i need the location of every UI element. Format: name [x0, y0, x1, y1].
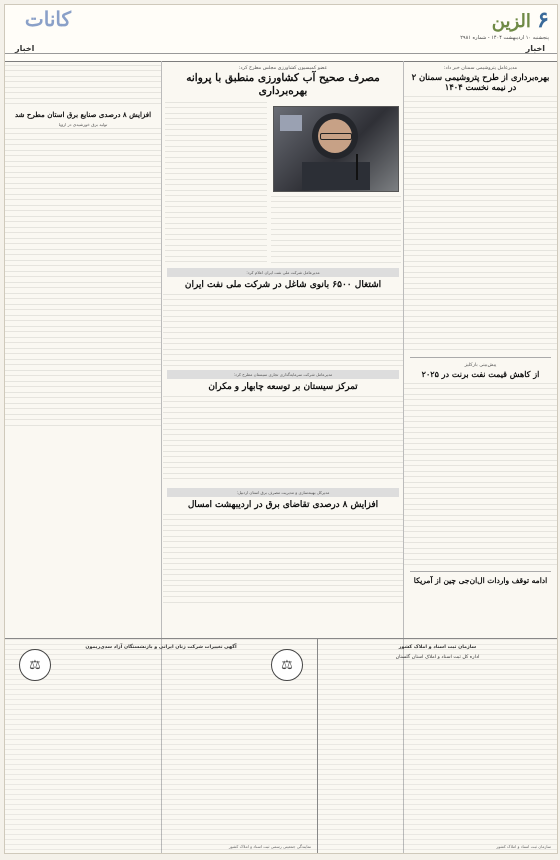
masthead	[5, 5, 557, 62]
article-right-2	[404, 383, 557, 567]
photo-screen	[280, 115, 302, 131]
logo-right	[467, 7, 549, 37]
scale-emblem-icon: ⚖	[271, 649, 303, 681]
legal-notice-left	[5, 638, 318, 853]
notice-text	[5, 639, 317, 853]
article-story-3	[163, 396, 403, 484]
headline-right-2: از کاهش قیمت نفت برنت در ۲۰۲۵	[421, 369, 540, 379]
kicker-right-2: پیش‌بینی بارکلیز	[464, 363, 497, 368]
article-main-right	[271, 196, 401, 264]
kicker-band-4: مدیرکل بهینه‌سازی و مدیریت مصرف برق استان اردبیل:	[167, 488, 399, 497]
divider	[410, 571, 551, 572]
article-story-4	[163, 514, 403, 607]
photo-shirt	[302, 162, 370, 190]
kicker-band-2: مدیرعامل شرکت ملی نفت ایران اعلام کرد:	[167, 268, 399, 277]
headline-story-4: افزایش ۸ درصدی تقاضای برق در اردیبهشت امسال	[187, 500, 379, 510]
section-label-right: اخبار	[525, 44, 545, 53]
page-number: ۶	[537, 7, 549, 33]
headline-main: مصرف صحیح آب کشاورزی منطبق با پروانه بهره‌برداری	[186, 72, 380, 97]
masthead-rule	[5, 53, 557, 54]
notice-left-footer	[11, 844, 311, 849]
notice-right-title: سازمان ثبت اسناد و املاک کشور	[398, 645, 477, 650]
kicker-main: عضو کمیسیون کشاورزی مجلس مطرح کرد:	[238, 66, 328, 71]
article-left-top	[5, 65, 161, 107]
notice-text	[318, 639, 557, 853]
dateline: پنجشنبه ۱۰ اردیبهشت ۱۴۰۴ - شماره ۲۹۸۱	[460, 35, 549, 41]
newspaper-page	[4, 4, 558, 854]
photo-glasses	[320, 133, 352, 140]
section-label-left: اخبار	[15, 44, 35, 53]
photo-mic	[356, 154, 358, 180]
legal-notice-right	[318, 638, 557, 853]
footer-text: سازمان ثبت اسناد و املاک کشور	[496, 844, 551, 849]
notice-right-subtitle: اداره کل ثبت اسناد و املاک استان گلستان	[395, 655, 480, 660]
notice-left-title: آگهی تغییرات شرکت زنان ایرانی و بازنشستگان آزاد سدی‌ریمون	[85, 645, 237, 650]
kicker-right: مدیرعامل پتروشیمی سمنان خبر داد:	[443, 66, 518, 71]
subhead-left: تولید برق خورشیدی در اروپا	[58, 122, 108, 127]
article-story-2	[163, 294, 403, 366]
headline-right: بهره‌برداری از طرح پتروشیمی سمنان ۲ در نیمه نخست ۱۴۰۴	[411, 72, 550, 92]
headline-left: افزایش ۸ درصدی صنایع برق استان مطرح شد	[14, 110, 152, 119]
logo-left: کانات	[24, 7, 71, 31]
article-main-left	[165, 102, 267, 262]
article-left	[5, 128, 161, 428]
article-right-1	[404, 96, 557, 353]
newspaper-name: الزين	[491, 11, 531, 32]
lawmaker-photo	[273, 106, 399, 192]
kicker-band-3: مدیرعامل شرکت سرمایه‌گذاری تجاری سیستان مطرح کرد:	[167, 370, 399, 379]
headline-story-2: اشتغال ۶۵۰۰ بانوی شاغل در شرکت ملی نفت ایران	[184, 280, 382, 290]
notice-right-footer	[324, 844, 551, 849]
headline-story-3: تمرکز سیستان بر توسعه چابهار و مکران	[208, 382, 358, 392]
headline-right-3: ادامه توقف واردات ال‌ان‌جی چین از آمریکا	[413, 576, 548, 585]
divider	[410, 357, 551, 358]
scale-emblem-icon: ⚖	[19, 649, 51, 681]
footer-text: نمایندگی جمعیتی رسمی ثبت اسناد و املاک کشور	[228, 844, 311, 849]
